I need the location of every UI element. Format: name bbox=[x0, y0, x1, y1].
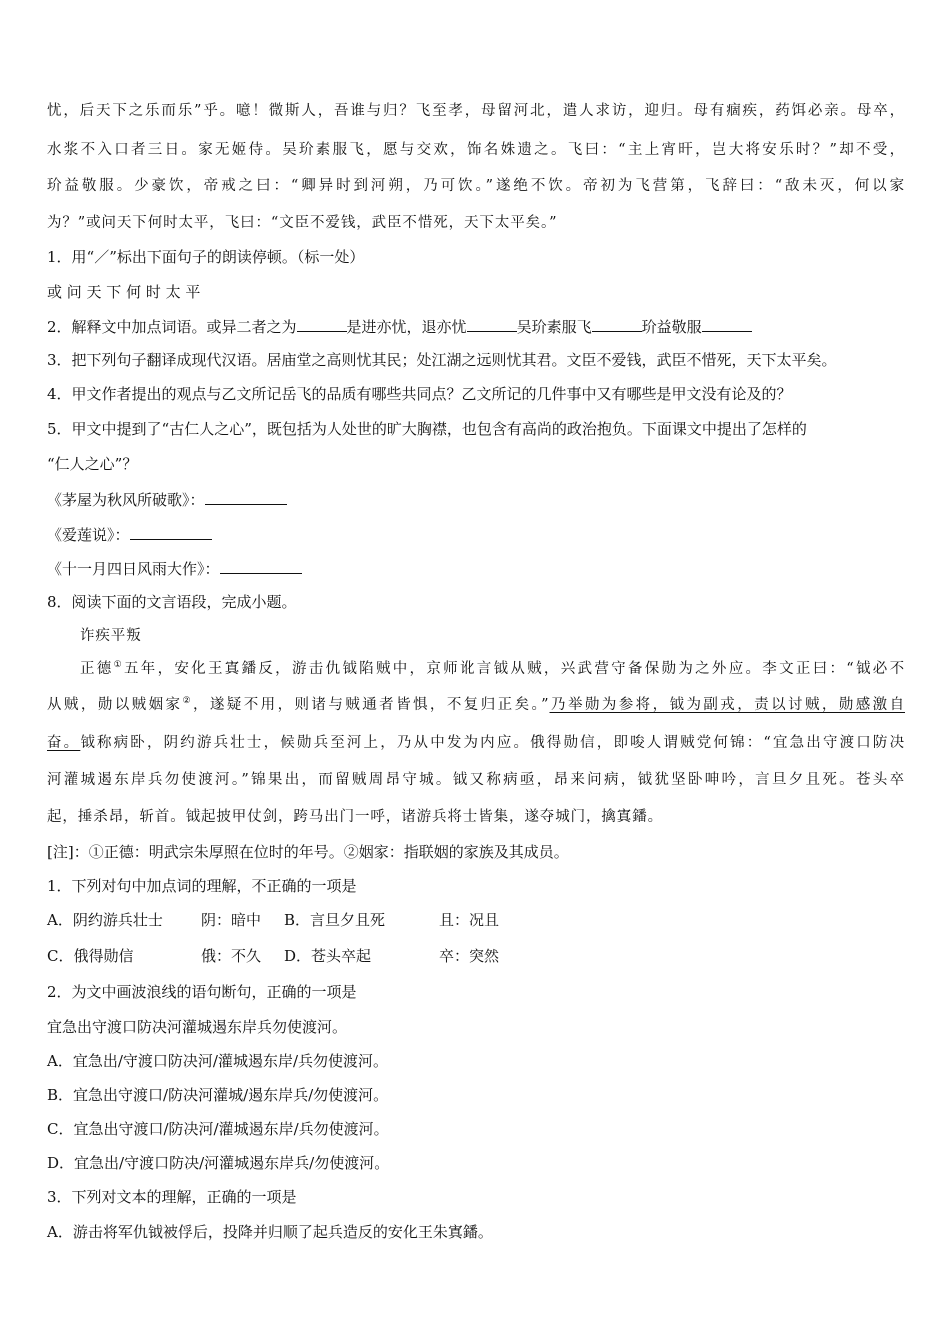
question-3: 3．把下列句子翻译成现代汉语。居庙堂之高则忧其民；处江湖之远则忧其君。文臣不爱钱，武臣不惜死，天下太平矣。 bbox=[47, 351, 837, 369]
answer-blank[interactable] bbox=[592, 316, 642, 332]
option-b-gloss: 且：况且 bbox=[439, 911, 500, 929]
passage1-line3: 玠益敬服。少豪饮，帝戒之曰：“卿异时到河朔，乃可饮。”遂绝不饮。帝初为飞营第，飞辞曰：“敌未灭，何以家 bbox=[47, 178, 905, 194]
option-c-gloss: 俄：不久 bbox=[201, 947, 262, 965]
passage1-line4: 为？”或问天下何时太平，飞曰：“文臣不爱钱，武臣不惜死，天下太平矣。” bbox=[47, 215, 558, 231]
answer-blank[interactable] bbox=[702, 316, 752, 332]
option-a-gloss: 阴：暗中 bbox=[201, 911, 262, 929]
question-2-part-d: 玠益敬服 bbox=[641, 318, 702, 336]
passage2-line1: 正德①五年，安化王寘鐇反，游击仇钺陷贼中，京师讹言钺从贼，兴武营守备保勋为之外应。李文正曰：“钺必不 bbox=[80, 660, 905, 677]
option-c[interactable]: C．俄得勋信 bbox=[47, 947, 134, 965]
question2-2: 2．为文中画波浪线的语句断句，正确的一项是 bbox=[47, 983, 357, 1001]
question-5-item-label: 《爱莲说》： bbox=[47, 526, 130, 544]
passage2-line3: 奋。钺称病卧，阴约游兵壮士，候勋兵至河上，乃从中发为内应。俄得勋信，即唆人谓贼党何锦：“宜急出守渡口防决 bbox=[47, 735, 905, 751]
question2-1: 1．下列对句中加点词的理解，不正确的一项是 bbox=[47, 877, 357, 895]
answer-blank[interactable] bbox=[130, 524, 212, 540]
question-5-item bbox=[47, 489, 287, 510]
passage2-title: 诈疾平叛 bbox=[80, 628, 142, 644]
option-c[interactable]: C．宜急出守渡口/防决河/灌城遏东岸/兵勿使渡河。 bbox=[47, 1120, 389, 1138]
question-5-item-label: 《十一月四日风雨大作》： bbox=[47, 560, 220, 578]
answer-blank[interactable] bbox=[297, 316, 347, 332]
question-2-part-b: 是进亦忧，退亦忧 bbox=[346, 318, 467, 336]
question2-3: 3．下列对文本的理解，正确的一项是 bbox=[47, 1188, 297, 1206]
passage2-line4: 河灌城遏东岸兵勿使渡河。”锦果出，而留贼周昂守城。钺又称病亟，昂来问病，钺犹坚卧呻吟，言旦夕且死。苍头卒 bbox=[47, 772, 905, 788]
option-b[interactable]: B．宜急出守渡口/防决河灌城/遏东岸兵/勿使渡河。 bbox=[47, 1086, 389, 1104]
answer-blank[interactable] bbox=[205, 489, 287, 505]
question-1: 1．用“／”标出下面句子的朗读停顿。（标一处） bbox=[47, 248, 365, 266]
passage1-line2: 水浆不入口者三日。家无姬侍。吴玠素服飞，愿与交欢，饰名姝遗之。飞曰：“主上宵旰，岂大将安乐时？”却不受， bbox=[47, 142, 905, 158]
question-1-sentence: 或 问 天 下 何 时 太 平 bbox=[47, 283, 201, 301]
option-d[interactable]: D．宜急出/守渡口防决/河灌城遏东岸兵/勿使渡河。 bbox=[47, 1154, 390, 1172]
question-5-line1: 5．甲文中提到了“古仁人之心”，既包括为人处世的旷大胸襟，也包含有高尚的政治抱负。下面课文中提出了怎样的 bbox=[47, 420, 807, 438]
option-a[interactable]: A．阴约游兵壮士 bbox=[47, 911, 163, 929]
passage2-line2: 从贼，勋以贼姻家②，遂疑不用，则诸与贼通者皆惧，不复归正矣。”乃举勋为参将，钺为副戎，责以讨贼，勋感激自 bbox=[47, 696, 905, 713]
passage2-line5: 起，捶杀昂，斩首。钺起披甲仗剑，跨马出门一呼，诸游兵将士皆集，遂夺城门，擒寘鐇。 bbox=[47, 809, 663, 825]
wavy-underlined-sentence: 乃举勋为参将，钺为副戎，责以讨贼，勋感激自 bbox=[549, 697, 905, 713]
option-d-gloss: 卒：突然 bbox=[439, 947, 500, 965]
question-2 bbox=[47, 316, 752, 337]
passage1-line1: 忧，后天下之乐而乐”乎。噫！微斯人，吾谁与归？飞至孝，母留河北，遣人求访，迎归。母有痼疾，药饵必亲。母卒， bbox=[47, 103, 905, 119]
question-5-item bbox=[47, 524, 212, 545]
question-2-part-a: 2．解释文中加点词语。或异二者之为 bbox=[47, 318, 297, 336]
section-8-heading: 8．阅读下面的文言语段，完成小题。 bbox=[47, 593, 297, 611]
question-5-item bbox=[47, 558, 302, 579]
question-2-part-c: 吴玠素服飞 bbox=[516, 318, 592, 336]
option-a[interactable]: A．宜急出/守渡口防决河/灌城遏东岸/兵勿使渡河。 bbox=[47, 1052, 388, 1070]
question-5-line2: “仁人之心”？ bbox=[47, 455, 138, 473]
option-b[interactable]: B．言旦夕且死 bbox=[284, 911, 386, 929]
option-a[interactable]: A．游击将军仇钺被俘后，投降并归顺了起兵造反的安化王朱寘鐇。 bbox=[47, 1223, 493, 1241]
option-d[interactable]: D．苍头卒起 bbox=[284, 947, 372, 965]
question-4: 4．甲文作者提出的观点与乙文所记岳飞的品质有哪些共同点？乙文所记的几件事中又有哪些是甲文没有论及的？ bbox=[47, 385, 792, 403]
answer-blank[interactable] bbox=[467, 316, 517, 332]
footnote: [注]：①正德：明武宗朱厚照在位时的年号。②姻家：指联姻的家族及其成员。 bbox=[47, 843, 569, 861]
question2-2-sentence: 宜急出守渡口防决河灌城遏东岸兵勿使渡河。 bbox=[47, 1018, 348, 1036]
question-5-item-label: 《茅屋为秋风所破歌》： bbox=[47, 491, 205, 509]
answer-blank[interactable] bbox=[220, 558, 302, 574]
